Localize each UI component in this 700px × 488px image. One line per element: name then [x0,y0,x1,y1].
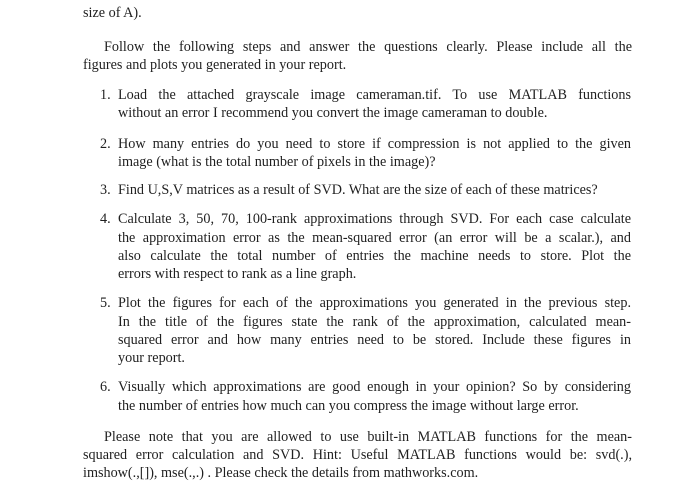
intro-line-2: figures and plots you generated in your report. [83,57,347,73]
step-4-line-4: errors with respect to rank as a line graph. [118,266,357,282]
step-5-line-2: In the title of the figures state the rank of the approximation, calculated mean- [118,314,631,330]
step-4-line-3: also calculate the total number of entries the machine needs to store. Plot the [118,248,631,264]
step-2-line-2: image (what is the total number of pixels in the image)? [118,154,436,170]
step-5-line-4: your report. [118,350,185,366]
step-4-line-1: Calculate 3, 50, 70, 100-rank approximations through SVD. For each case calculate [118,211,631,227]
step-6-number: 6. [100,379,111,395]
step-4-line-2: the approximation error as the mean-squared error (an error will be a scalar.), and [118,230,631,246]
step-6-line-1: Visually which approximations are good enough in your opinion? So by considering [118,379,631,395]
step-5-line-3: squared error and how many entries need to be stored. Include these figures in [118,332,631,348]
step-3-line-1: Find U,S,V matrices as a result of SVD. What are the size of each of these matrices? [118,182,598,198]
step-6-line-2: the number of entries how much can you compress the image without large error. [118,398,579,414]
top-fragment: size of A). [83,5,142,21]
step-2-number: 2. [100,136,111,152]
step-1-number: 1. [100,87,111,103]
closing-line-2: squared error calculation and SVD. Hint: Useful MATLAB functions would be: svd(.), [83,447,632,463]
step-1-line-1: Load the attached grayscale image cameraman.tif. To use MATLAB functions [118,87,631,103]
step-5-number: 5. [100,295,111,311]
step-5-line-1: Plot the figures for each of the approximations you generated in the previous step. [118,295,631,311]
intro-line-1: Follow the following steps and answer the questions clearly. Please include all the [104,39,632,55]
closing-line-1: Please note that you are allowed to use built-in MATLAB functions for the mean- [104,429,632,445]
step-1-line-2: without an error I recommend you convert the image cameraman to double. [118,105,548,121]
step-2-line-1: How many entries do you need to store if compression is not applied to the given [118,136,631,152]
step-4-number: 4. [100,211,111,227]
closing-line-3: imshow(.,[]), mse(.,.) . Please check the details from mathworks.com. [83,465,479,481]
step-3-number: 3. [100,182,111,198]
